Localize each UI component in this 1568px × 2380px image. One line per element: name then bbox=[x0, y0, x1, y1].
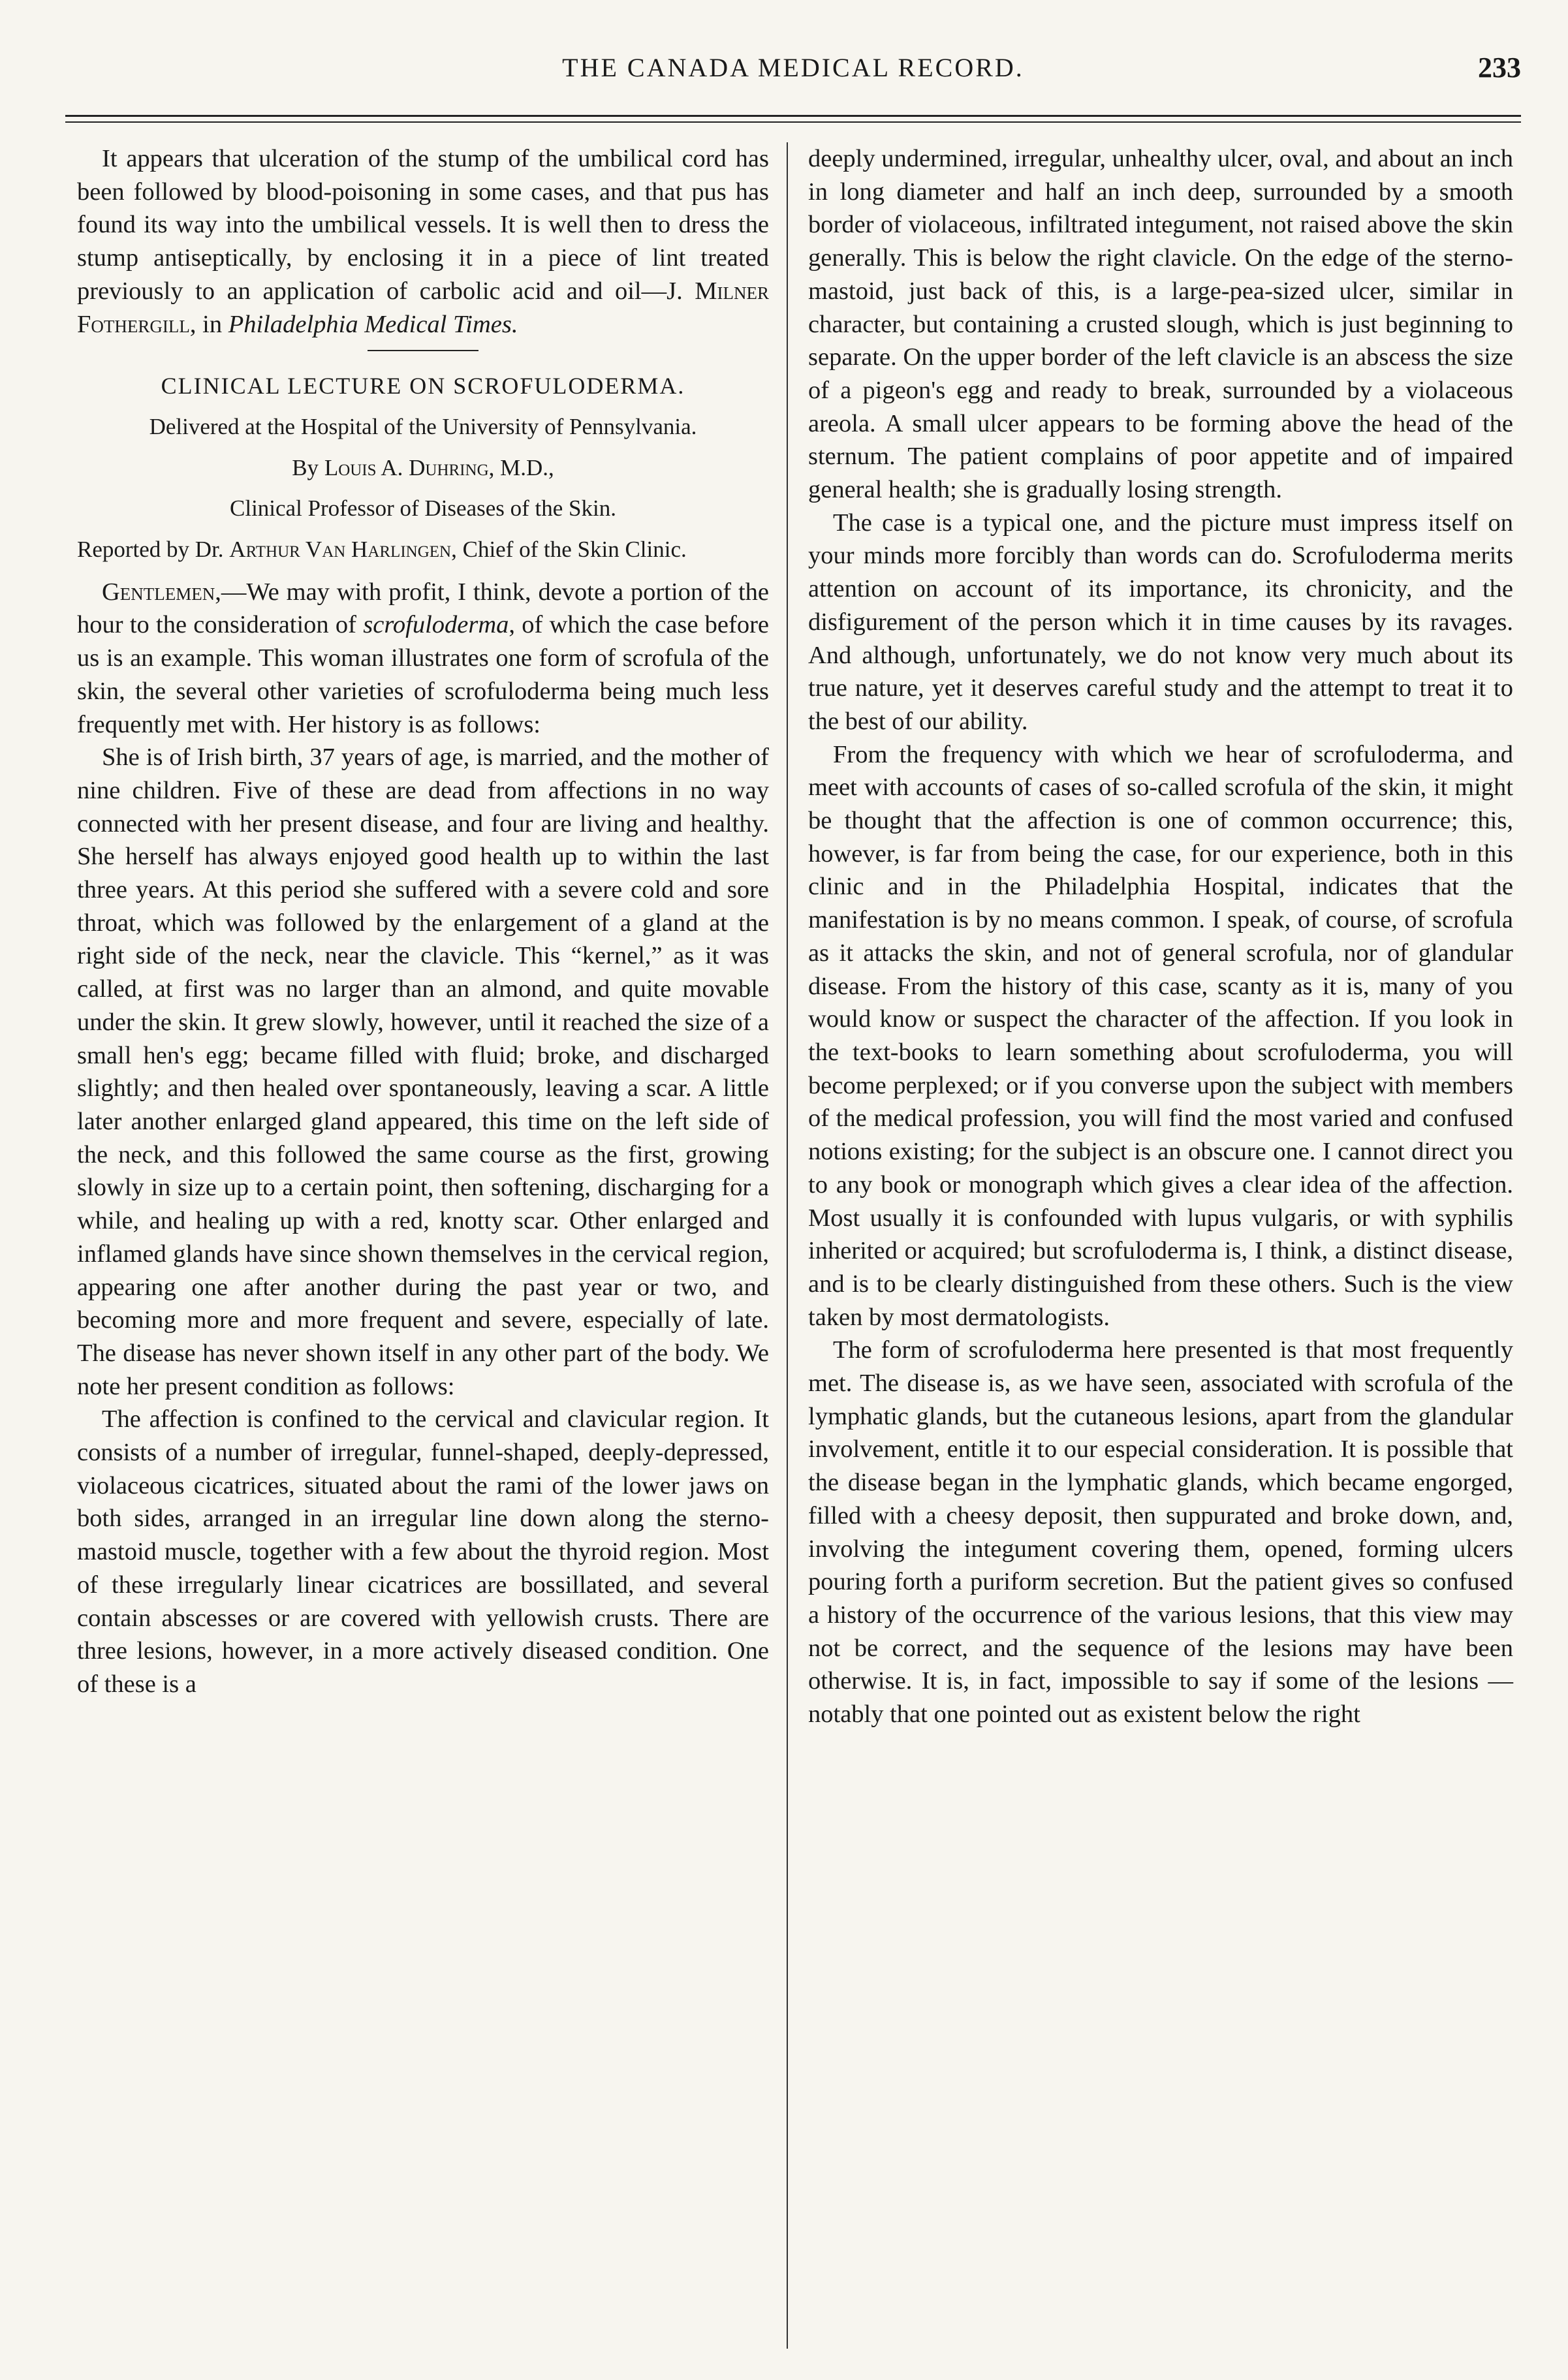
header-rule-top bbox=[65, 115, 1521, 117]
delivered-at: Delivered at the Hospital of the University of Pennsylvania. bbox=[149, 413, 697, 439]
paragraph-continued: deeply undermined, irregular, unhealthy ulcer, oval, and about an inch in long diameter and half an inch deep, surrounded by a smooth border of violaceous, infiltrated integument, not raised above the skin generally. This is below the right clavicle. On the edge of the sterno-mastoid, just back of this, is a large-pea-sized ulcer, similar in character, but containing a crusted slough, which is just beginning to separate. On the upper border of the left clavicle is an abscess the size of a pigeon's egg and ready to break, surrounded by a violaceous areola. A small ulcer appears to be forming above the head of the sternum. The patient complains of poor appetite and of impaired general health; she is gradually losing strength. bbox=[808, 145, 1513, 504]
paragraph-1-term: scrofuloderma bbox=[363, 611, 509, 639]
article-title: CLINICAL LECTURE ON SCROFULODERMA. bbox=[161, 373, 685, 399]
reporter-name: Arthur Van Harlingen bbox=[229, 537, 452, 563]
column-divider bbox=[787, 142, 788, 2349]
attribution-dash: —J. bbox=[641, 277, 695, 305]
paragraph-1-a: —We may with profit, I think, devote a portion of the hour to the consideration of bbox=[77, 578, 769, 639]
salutation: Gentlemen, bbox=[102, 578, 221, 606]
attribution-in: , in bbox=[189, 310, 228, 338]
attribution-author: Milner Fothergill bbox=[77, 277, 769, 338]
left-column bbox=[77, 142, 769, 1701]
byline-author: Louis A. Duhring bbox=[324, 454, 489, 480]
byline-prefix: By bbox=[292, 454, 324, 480]
section-separator bbox=[368, 350, 478, 351]
attribution-journal: Philadelphia Medical Times. bbox=[228, 310, 518, 338]
paragraph-4: The case is a typical one, and the picture must impress itself on your minds more forcibly than words can do. Scrofuloderma merits attention on account of its importance, its chronicity, and the disfigurement of the person which it in time causes by its ravages. And although, unfortunately, we do not know very much about its true nature, yet it deserves careful study and the attempt to treat it to the best of our ability. bbox=[808, 509, 1513, 735]
paragraph-3: The affection is confined to the cervical and clavicular region. It consists of a number of irregular, funnel-shaped, deeply-depressed, violaceous cicatrices, situated about the rami of the lower jaws on both sides, arranged in an irregular line down along the sterno-mastoid muscle, together with a few about the thyroid region. Most of these irregularly linear cicatrices are bossillated, and several contain abscesses or are covered with yellowish crusts. There are three lesions, however, in a more actively diseased condition. One of these is a bbox=[77, 1405, 769, 1698]
byline bbox=[77, 452, 769, 485]
header-rule-bottom bbox=[65, 121, 1521, 123]
author-title: Clinical Professor of Diseases of the Skin. bbox=[230, 495, 616, 522]
byline-suffix: , M.D., bbox=[488, 454, 554, 480]
paragraph-2: She is of Irish birth, 37 years of age, is married, and the mother of nine children. Five of these are dead from affections in no way connected with her present disease, and four are living and healthy. She herself has always enjoyed good health up to within the last three years. At this period she suffered with a severe cold and sore throat, which was followed by the enlargement of a gland at the right side of the neck, near the clavicle. This “kernel,” as it was called, at first was no larger than an almond, and quite movable under the skin. It grew slowly, however, until it reached the size of a small hen's egg; became filled with fluid; broke, and discharged slightly; and then healed over spontaneously, leaving a scar. A little later another enlarged gland appeared, this time on the left side of the neck, and this followed the same course as the first, growing slowly in size up to a certain point, then softening, discharging for a while, and healing up with a red, knotty scar. Other enlarged and inflamed glands have since shown themselves in the cervical region, appearing one after another during the past year or two, and becoming more and more frequent and severe, especially of late. The disease has never shown itself in any other part of the body. We note her present condition as follows: bbox=[77, 744, 769, 1400]
reporter-prefix: Reported by Dr. bbox=[77, 537, 230, 563]
reporter-line bbox=[77, 533, 769, 567]
reporter-suffix: , Chief of the Skin Clinic. bbox=[451, 537, 687, 563]
running-title: THE CANADA MEDICAL RECORD. bbox=[562, 53, 1024, 82]
paragraph-1 bbox=[77, 576, 769, 742]
paragraph-5: From the frequency with which we hear of scrofuloderma, and meet with accounts of cases of so-called scrofula of the skin, it might be thought that the affection is one of common occurrence; this, however, is far from being the case, for our experience, both in this clinic and in the Philadelphia Hospital, indicates that the manifestation is by no means common. I speak, of course, of scrofula as it attacks the skin, and not of general scrofula, nor of glandular disease. From the history of this case, scanty as it is, many of you would know or suspect the character of the affection. If you look in the text-books to learn something about scrofuloderma, you will become perplexed; or if you converse upon the subject with members of the medical profession, you will find the most varied and confused notions existing; for the subject is an obscure one. I cannot direct you to any book or monograph which gives a clear idea of the affection. Most usually it is confounded with lupus vulgaris, or with syphilis inherited or acquired; but scrofuloderma is, I think, a distinct disease, and is to be clearly distinguished from these others. Such is the view taken by most dermatologists. bbox=[808, 740, 1513, 1331]
right-column bbox=[808, 142, 1513, 1731]
page-header bbox=[65, 46, 1521, 91]
paragraph-1-b: , of which the case before us is an example. This woman illustrates one form of scrofula of the skin, the several other varieties of scrofuloderma being much less frequently met with. Her history is as follows: bbox=[77, 611, 770, 738]
intro-paragraph bbox=[77, 142, 769, 341]
paragraph-6: The form of scrofuloderma here presented is that most frequently met. The disease is, as we have seen, associated with scrofula of the lymphatic glands, but the cutaneous lesions, apart from the glandular involvement, entitle it to our especial consideration. It is possible that the disease began in the lymphatic glands, which became engorged, filled with a cheesy deposit, then suppurated and broke down, and, involving the integument covering them, opened, forming ulcers pouring forth a puriform secretion. But the patient gives so confused a history of the occurrence of the various lesions, that this view may not be correct, and the sequence of the lesions may have been otherwise. It is, in fact, impossible to say if some of the lesions — notably that one pointed out as existent below the right bbox=[808, 1336, 1513, 1729]
intro-text: It appears that ulceration of the stump of the umbilical cord has been followed by blood-poisoning in some cases, and that pus has found its way into the umbilical vessels. It is well then to dress the stump antiseptically, by enclosing it in a piece of lint treated previously to an application of carbolic acid and oil bbox=[77, 145, 769, 305]
page-number: 233 bbox=[1478, 52, 1521, 84]
